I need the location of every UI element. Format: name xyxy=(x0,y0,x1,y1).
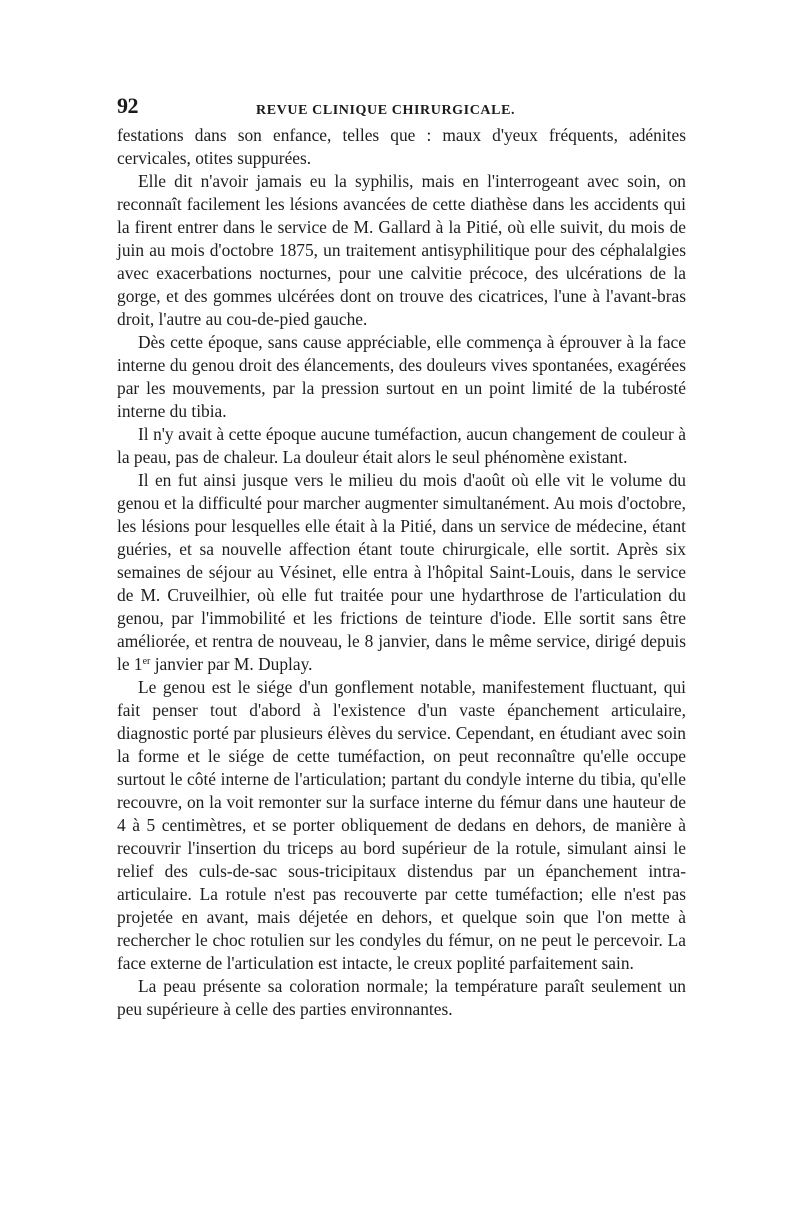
page-header xyxy=(117,93,687,123)
paragraph-onset-pain: Dès cette époque, sans cause appréciable, elle commença à éprouver à la face interne du genou droit des élancements, des douleurs vives spontanées, exagérées par les mouvements, par la pression surtout en un point limité de la tubérosté interne du tibia. xyxy=(117,332,686,421)
page-number: 92 xyxy=(117,93,138,118)
running-title: REVUE CLINIQUE CHIRURGICALE. xyxy=(256,103,516,118)
paragraph-knee-examination: Le genou est le siége d'un gonflement notable, manifestement fluctuant, qui fait penser tout d'abord à l'existence d'un vaste épanchement articulaire, diagnostic porté par plusieurs élèves du service. Cependant, en étudiant avec soin la forme et le siége de cette tuméfaction, on peut reconnaître qu'elle occupe surtout le côté interne de l'articulation; partant du condyle interne du tibia, qu'elle recouvre, on la voit remonter sur la surface interne du fémur dans une hauteur de 4 à 5 centimètres, et se porter obliquement de dedans en dehors, de manière à recouvrir l'insertion du triceps au bord supérieur de la rotule, simulant ainsi le relief des culs-de-sac sous-tricipitaux distendus par un épanchement intra-articulaire. La rotule n'est pas recouverte par cette tuméfaction; elle n'est pas projetée en avant, mais déjetée en dehors, et quelque soin que l'on mette à rechercher le choc rotulien sur les condyles du fémur, on ne peut le percevoir. La face externe de l'articulation est intacte, le creux poplité parfaitement sain. xyxy=(117,677,686,973)
paragraph-hospital-course-end: janvier par M. Duplay. xyxy=(150,654,313,674)
paragraph-continuation: festations dans son enfance, telles que : maux d'yeux fréquents, adénites cervicales, otites suppurées. xyxy=(117,125,686,168)
paragraph-no-swelling: Il n'y avait à cette époque aucune tuméfaction, aucun changement de couleur à la peau, pas de chaleur. La douleur était alors le seul phénomène existant. xyxy=(117,424,686,467)
paragraph-syphilis-history: Elle dit n'avoir jamais eu la syphilis, mais en l'interrogeant avec soin, on reconnaît facilement les lésions avancées de cette diathèse dans les accidents qui la firent entrer dans le service de M. Gallard à la Pitié, où elle suivit, du mois de juin au mois d'octobre 1875, un traitement antisyphilitique pour des céphalalgies avec exacerbations nocturnes, pour une calvitie précoce, des ulcérations de la gorge, et des gommes ulcérées dont on trouve des cicatrices, l'une à l'avant-bras droit, l'autre au cou-de-pied gauche. xyxy=(117,171,686,329)
ordinal-superscript: er xyxy=(142,656,151,667)
paragraph-hospital-course xyxy=(117,469,686,676)
paragraph-skin-temperature: La peau présente sa coloration normale; la température paraît seulement un peu supérieure à celle des parties environnantes. xyxy=(117,976,686,1019)
body-text xyxy=(117,124,686,1021)
paragraph-hospital-course-text: Il en fut ainsi jusque vers le milieu du mois d'août où elle vit le volume du genou et la difficulté pour marcher augmenter simultanément. Au mois d'octobre, les lésions pour lesquelles elle était à la Pitié, dans un service de médecine, étant guéries, et sa nouvelle affection étant toute chirurgicale, elle sortit. Après six semaines de séjour au Vésinet, elle entra à l'hôpital Saint-Louis, dans le service de M. Cruveilhier, où elle fut traitée pour une hydarthrose de l'articulation du genou, par l'immobilité et les frictions de teinture d'iode. Elle sortit sans être améliorée, et rentra de nouveau, le 8 janvier, dans le même service, dirigé depuis le 1 xyxy=(117,470,686,674)
